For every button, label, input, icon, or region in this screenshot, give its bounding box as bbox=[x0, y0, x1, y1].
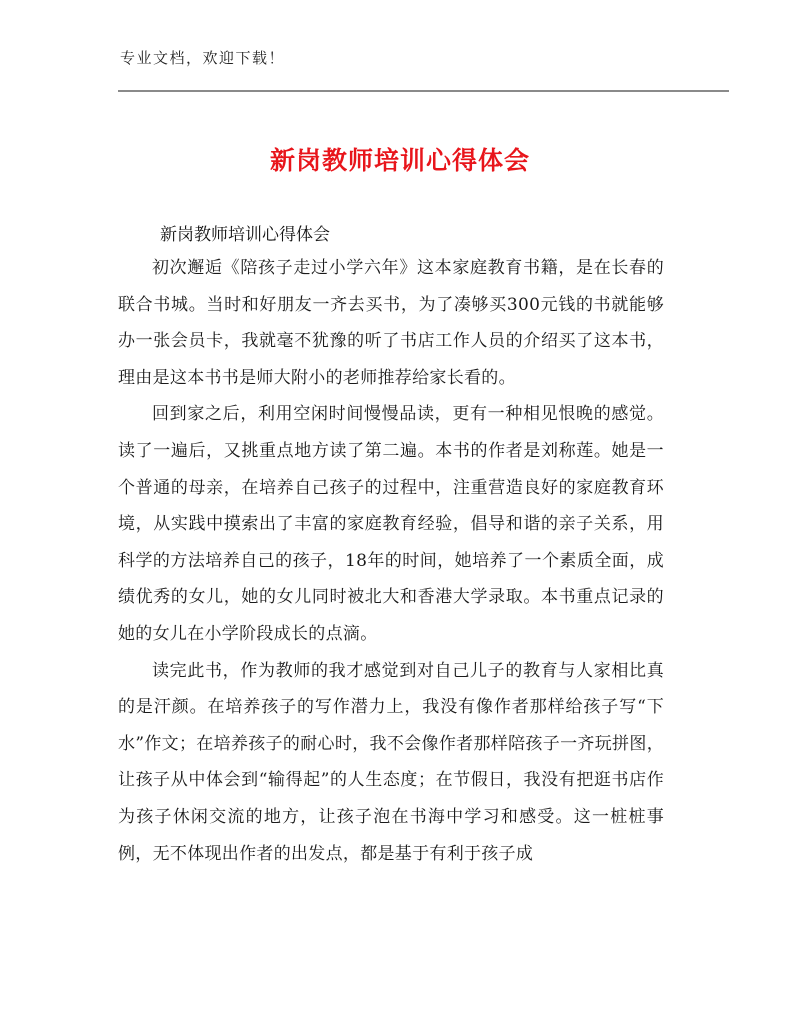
header-divider bbox=[118, 90, 729, 92]
section-subtitle: 新岗教师培训心得体会 bbox=[160, 225, 330, 245]
paragraph: 回到家之后，利用空闲时间慢慢品读，更有一种相见恨晚的感觉。读了一遍后，又挑重点地方读了第二遍。本书的作者是刘称莲。她是一个普通的母亲，在培养自己孩子的过程中，注重营造良好的家庭教育环境，从实践中摸索出了丰富的家庭教育经验，倡导和谐的亲子关系，用科学的方法培养自己的孩子，18年的时间，她培养了一个素质全面，成绩优秀的女儿，她的女儿同时被北大和香港大学录取。本书重点记录的她的女儿在小学阶段成长的点滴。 bbox=[118, 404, 664, 644]
body-text bbox=[118, 250, 664, 872]
document-title: 新岗教师培训心得体会 bbox=[269, 146, 530, 175]
paragraph: 读完此书，作为教师的我才感觉到对自己儿子的教育与人家相比真的是汗颜。在培养孩子的写作潜力上，我没有像作者那样给孩子写“下水”作文；在培养孩子的耐心时，我不会像作者那样陪孩子一齐玩拼图，让孩子从中体会到“输得起”的人生态度；在节假日，我没有把逛书店作为孩子休闲交流的地方，让孩子泡在书海中学习和感受。这一桩桩事例，无不体现出作者的出发点，都是基于有利于孩子成 bbox=[118, 660, 664, 864]
header-note: 专业文档，欢迎下载！ bbox=[120, 49, 286, 67]
paragraph: 初次邂逅《陪孩子走过小学六年》这本家庭教育书籍，是在长春的联合书城。当时和好朋友一齐去买书，为了凑够买300元钱的书就能够办一张会员卡，我就毫不犹豫的听了书店工作人员的介绍买了这本书，理由是这本书书是师大附小的老师推荐给家长看的。 bbox=[118, 258, 664, 388]
